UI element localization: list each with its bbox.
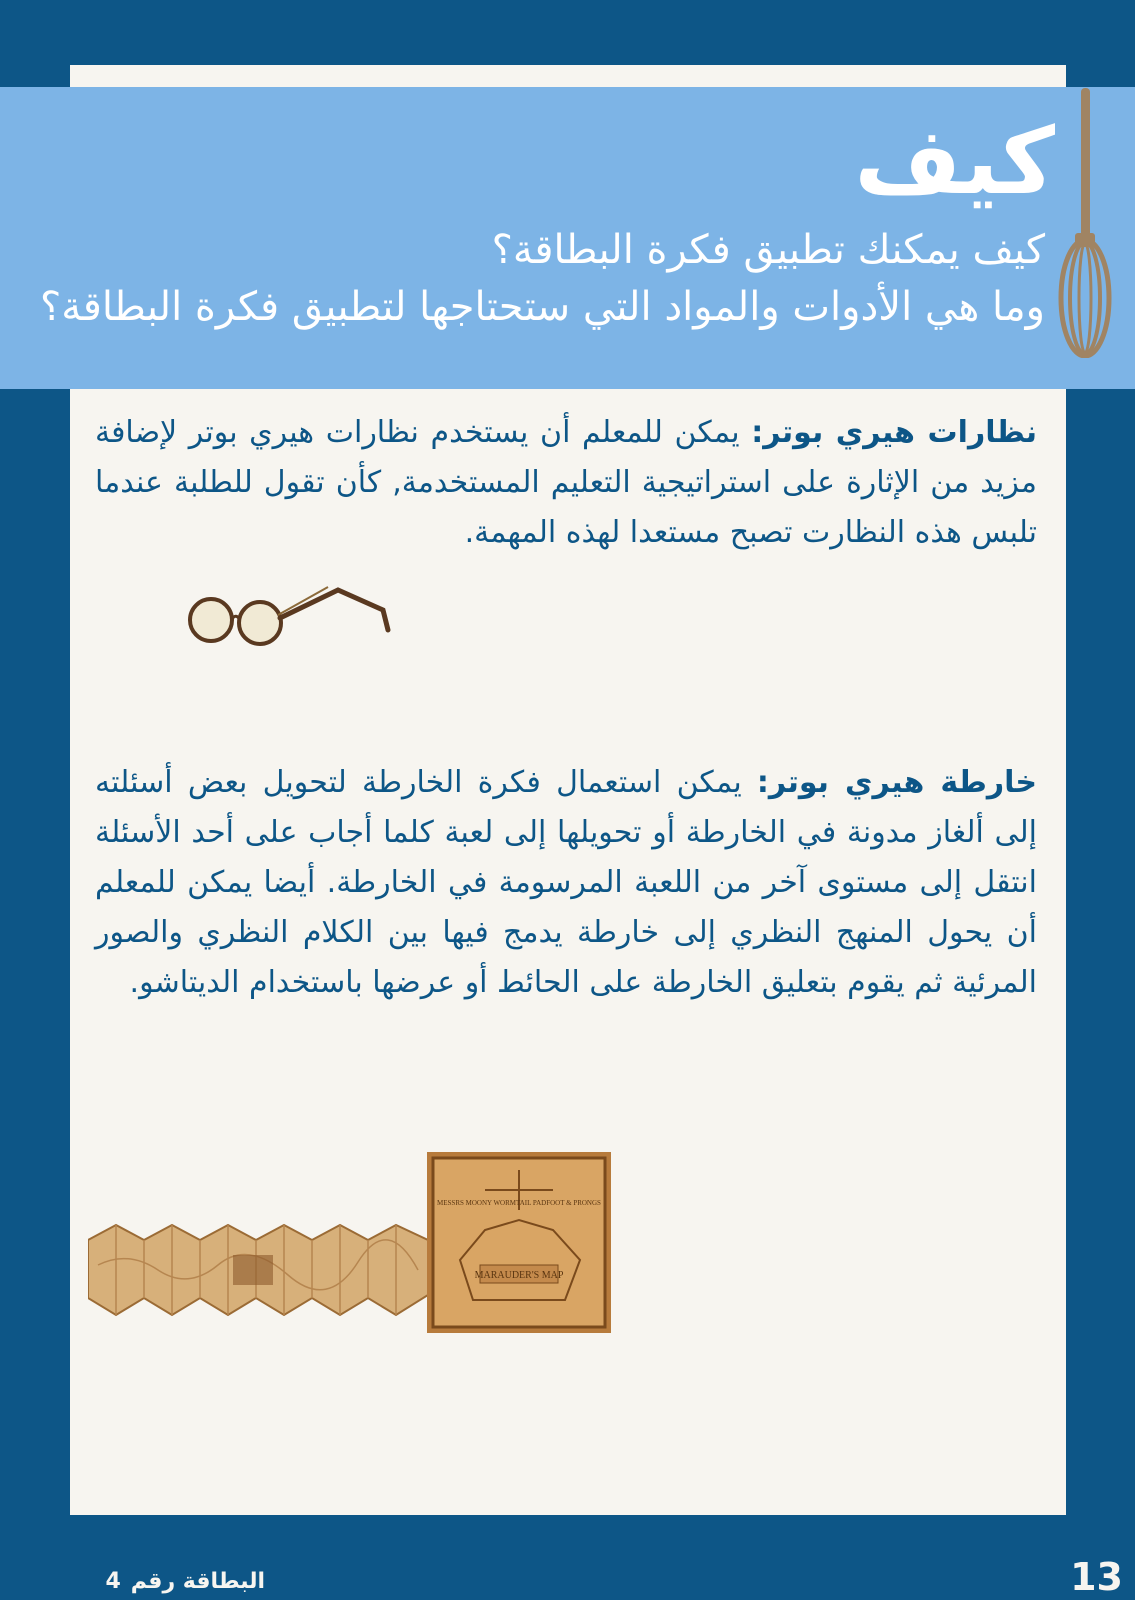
card-label xyxy=(105,1567,265,1597)
marauders-map-image xyxy=(425,1150,613,1335)
section-glasses xyxy=(95,408,1037,558)
card-label-text: البطاقة رقم xyxy=(130,1569,265,1594)
card-number: 4 xyxy=(105,1569,121,1594)
page-number: 13 xyxy=(1070,1555,1123,1599)
page-title: كيف xyxy=(854,108,1055,215)
map-names-text: MESSRS MOONY WORMTAIL PADFOOT & PRONGS xyxy=(437,1199,601,1207)
question-line-1: كيف يمكنك تطبيق فكرة البطاقة؟ xyxy=(491,227,1045,273)
map-title-text: MARAUDER'S MAP xyxy=(474,1270,564,1281)
section-term: نظارات هيري بوتر: xyxy=(751,415,1037,450)
question-line-2: وما هي الأدوات والمواد التي ستحتاجها لتطبيق فكرة البطاقة؟ xyxy=(40,284,1045,330)
section-map xyxy=(95,758,1037,1008)
round-glasses-image xyxy=(188,585,403,665)
whisk-icon xyxy=(1045,88,1125,358)
folded-map-image xyxy=(88,1220,428,1320)
section-body: يمكن للمعلم أن يستخدم نظارات هيري بوتر لإضافة مزيد من الإثارة على استراتيجية التعليم المستخدمة, كأن تقول للطلبة عندما تلبس هذه النظارت تصبح مستعدا لهذه المهمة. xyxy=(95,415,1037,550)
section-term: خارطة هيري بوتر: xyxy=(756,765,1037,800)
header-question xyxy=(28,222,1045,336)
section-body: يمكن استعمال فكرة الخارطة لتحويل بعض أسئلته إلى ألغاز مدونة في الخارطة أو تحويلها إلى لعبة كلما أجاب على أحد الأسئلة انتقل إلى مستوى آخر من اللعبة المرسومة في الخارطة. أيضا يمكن للمعلم أن يحول المنهج النظري إلى خارطة يدمج فيها بين الكلام النظري والصور المرئية ثم يقوم بتعليق الخارطة على الحائط أو عرضها باستخدام الديتاشو. xyxy=(95,765,1037,1000)
